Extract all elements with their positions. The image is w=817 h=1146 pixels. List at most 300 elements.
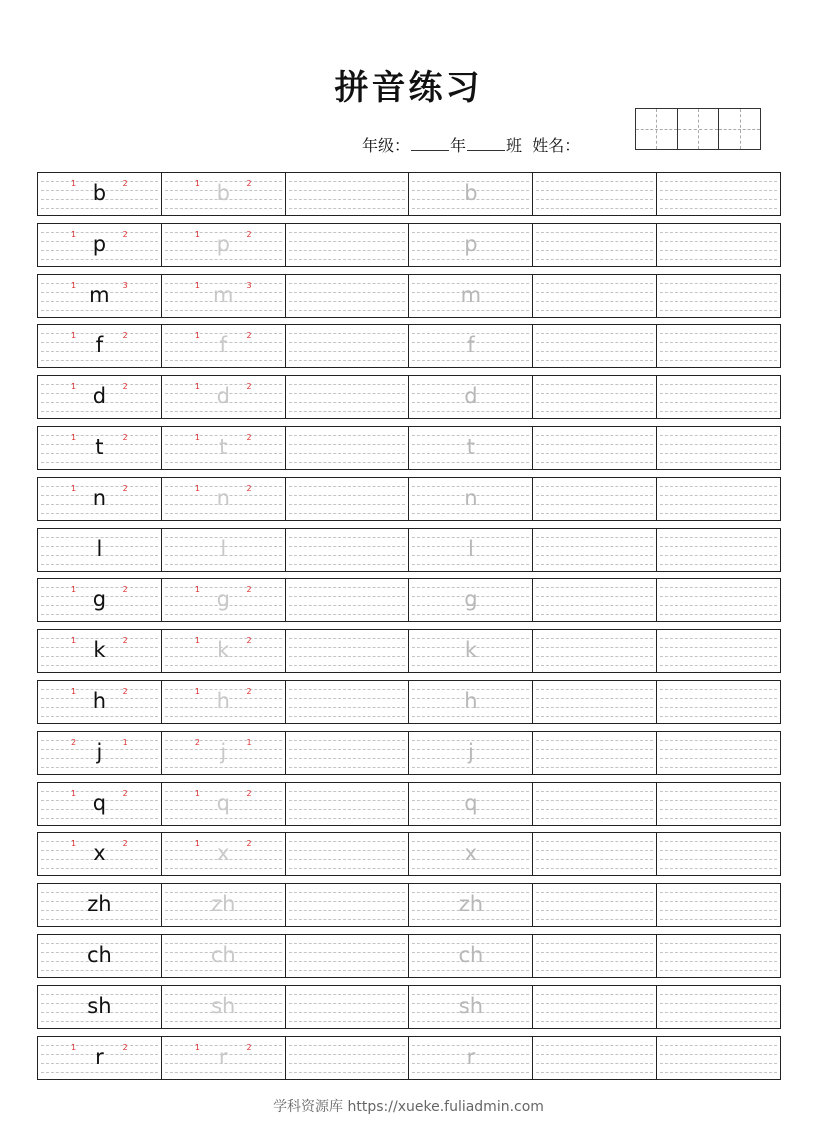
writing-cell[interactable]: [408, 325, 532, 367]
writing-cell[interactable]: [532, 986, 656, 1028]
stroke-order-hint: 1 2: [71, 686, 150, 696]
writing-cell[interactable]: [532, 275, 656, 317]
guide-line: [536, 1072, 653, 1073]
guide-line: [289, 342, 406, 343]
guide-line: [536, 800, 653, 801]
guide-line: [289, 232, 406, 233]
guide-line: [536, 444, 653, 445]
writing-cell[interactable]: [161, 173, 285, 215]
guide-line: [289, 259, 406, 260]
practice-grid: [37, 172, 781, 1086]
trace-letter: ch: [210, 942, 236, 967]
model-letter: m: [89, 282, 110, 307]
guide-line: [660, 707, 777, 708]
writing-cell[interactable]: [38, 935, 161, 977]
guide-line: [660, 333, 777, 334]
guide-line: [536, 342, 653, 343]
writing-cell[interactable]: [161, 275, 285, 317]
guide-line: [536, 232, 653, 233]
trace-letter: t: [466, 434, 476, 459]
guide-line: [536, 791, 653, 792]
writing-cell[interactable]: [408, 935, 532, 977]
guide-line: [412, 614, 529, 615]
writing-cell[interactable]: [161, 325, 285, 367]
writing-cell[interactable]: [656, 630, 780, 672]
model-letter: k: [93, 638, 106, 663]
guide-line: [660, 513, 777, 514]
guide-line: [660, 462, 777, 463]
page-title: 拼音练习: [334, 68, 483, 108]
guide-line: [536, 859, 653, 860]
guide-line: [660, 605, 777, 606]
writing-cell[interactable]: [656, 478, 780, 520]
writing-cell[interactable]: [161, 427, 285, 469]
writing-cell[interactable]: [161, 732, 285, 774]
writing-cell[interactable]: [285, 884, 409, 926]
guide-line: [660, 259, 777, 260]
guide-line: [536, 411, 653, 412]
writing-cell[interactable]: [38, 1037, 161, 1079]
writing-cell[interactable]: [38, 579, 161, 621]
guide-line: [41, 614, 158, 615]
model-letter: zh: [87, 892, 112, 917]
writing-cell[interactable]: [532, 681, 656, 723]
guide-line: [536, 402, 653, 403]
guide-line: [289, 698, 406, 699]
guide-line: [660, 1063, 777, 1064]
guide-line: [165, 564, 282, 565]
guide-line: [412, 1021, 529, 1022]
guide-line: [165, 1072, 282, 1073]
writing-cell[interactable]: [656, 884, 780, 926]
name-box[interactable]: [718, 109, 760, 149]
writing-cell[interactable]: [408, 478, 532, 520]
stroke-order-hint: 1 3: [71, 280, 150, 290]
writing-cell[interactable]: [38, 173, 161, 215]
guide-line: [289, 961, 406, 962]
writing-cell[interactable]: [656, 1037, 780, 1079]
trace-letter: k: [464, 638, 477, 663]
guide-line: [289, 190, 406, 191]
stroke-order-hint: 1 2: [194, 331, 274, 341]
writing-cell[interactable]: [408, 783, 532, 825]
writing-cell[interactable]: [38, 529, 161, 571]
writing-cell[interactable]: [38, 478, 161, 520]
guide-line: [289, 638, 406, 639]
guide-line: [536, 292, 653, 293]
model-letter: q: [92, 790, 107, 815]
writing-cell[interactable]: [408, 1037, 532, 1079]
model-letter: g: [92, 587, 107, 612]
writing-cell[interactable]: [161, 986, 285, 1028]
trace-letter: x: [217, 841, 230, 866]
guide-line: [660, 411, 777, 412]
guide-line: [41, 208, 158, 209]
writing-cell[interactable]: [285, 275, 409, 317]
stroke-order-hint: 1 2: [71, 179, 150, 188]
year-label: 年: [450, 136, 467, 155]
guide-line: [412, 767, 529, 768]
writing-cell[interactable]: [38, 275, 161, 317]
writing-cell[interactable]: [656, 783, 780, 825]
practice-row: [37, 324, 781, 368]
guide-line: [412, 360, 529, 361]
writing-cell[interactable]: [161, 376, 285, 418]
practice-row: [37, 477, 781, 521]
writing-cell[interactable]: [532, 630, 656, 672]
guide-line: [289, 250, 406, 251]
writing-cell[interactable]: [161, 935, 285, 977]
guide-line: [660, 698, 777, 699]
guide-line: [289, 901, 406, 902]
writing-cell[interactable]: [38, 224, 161, 266]
writing-cell[interactable]: [38, 376, 161, 418]
trace-letter: d: [464, 384, 478, 409]
guide-line: [536, 351, 653, 352]
stroke-order-hint: 1 2: [194, 686, 274, 696]
guide-line: [289, 596, 406, 597]
writing-cell[interactable]: [161, 529, 285, 571]
trace-letter: b: [464, 181, 478, 205]
guide-line: [412, 513, 529, 514]
class-blank[interactable]: [467, 136, 505, 151]
guide-line: [536, 333, 653, 334]
trace-letter: j: [220, 739, 227, 764]
guide-line: [536, 767, 653, 768]
writing-cell[interactable]: [285, 224, 409, 266]
writing-cell[interactable]: [285, 681, 409, 723]
stroke-order-hint: 1 2: [71, 788, 150, 798]
guide-line: [536, 1012, 653, 1013]
guide-line: [536, 190, 653, 191]
guide-line: [536, 952, 653, 953]
guide-line: [536, 555, 653, 556]
writing-cell[interactable]: [285, 325, 409, 367]
writing-cell[interactable]: [656, 376, 780, 418]
guide-line: [536, 943, 653, 944]
writing-cell[interactable]: [408, 579, 532, 621]
practice-row: [37, 172, 781, 216]
writing-cell[interactable]: [38, 884, 161, 926]
stroke-order-hint: 1 2: [71, 585, 150, 595]
writing-cell[interactable]: [161, 1037, 285, 1079]
writing-cell[interactable]: [656, 833, 780, 875]
guide-line: [289, 564, 406, 565]
guide-line: [536, 462, 653, 463]
guide-line: [289, 402, 406, 403]
name-writing-boxes[interactable]: [635, 108, 761, 150]
guide-line: [289, 360, 406, 361]
guide-line: [660, 546, 777, 547]
guide-line: [660, 402, 777, 403]
practice-row: [37, 1036, 781, 1080]
practice-row: [37, 375, 781, 419]
guide-line: [660, 818, 777, 819]
guide-line: [165, 1021, 282, 1022]
guide-line: [412, 310, 529, 311]
writing-cell[interactable]: [656, 173, 780, 215]
guide-line: [660, 910, 777, 911]
guide-line: [536, 994, 653, 995]
guide-line: [536, 393, 653, 394]
writing-cell[interactable]: [656, 427, 780, 469]
writing-cell[interactable]: [285, 630, 409, 672]
guide-line: [41, 716, 158, 717]
writing-cell[interactable]: [656, 935, 780, 977]
writing-cell[interactable]: [38, 986, 161, 1028]
writing-cell[interactable]: [408, 884, 532, 926]
model-letter: j: [96, 739, 103, 764]
guide-line: [536, 970, 653, 971]
grade-blank[interactable]: [411, 136, 449, 151]
guide-line: [289, 1012, 406, 1013]
writing-cell[interactable]: [285, 579, 409, 621]
guide-line: [41, 868, 158, 869]
writing-cell[interactable]: [656, 529, 780, 571]
writing-cell[interactable]: [408, 275, 532, 317]
writing-cell[interactable]: [161, 478, 285, 520]
guide-line: [41, 360, 158, 361]
trace-letter: f: [219, 333, 227, 358]
guide-line: [289, 1021, 406, 1022]
guide-line: [536, 384, 653, 385]
writing-cell[interactable]: [38, 325, 161, 367]
guide-line: [165, 462, 282, 463]
guide-line: [536, 647, 653, 648]
writing-cell[interactable]: [285, 935, 409, 977]
writing-cell[interactable]: [532, 783, 656, 825]
guide-line: [536, 841, 653, 842]
guide-line: [660, 1003, 777, 1004]
stroke-order-hint: 1 2: [71, 432, 150, 442]
writing-cell[interactable]: [38, 630, 161, 672]
trace-letter: r: [218, 1044, 228, 1069]
writing-cell[interactable]: [532, 376, 656, 418]
writing-cell[interactable]: [161, 681, 285, 723]
guide-line: [289, 333, 406, 334]
writing-cell[interactable]: [532, 224, 656, 266]
trace-letter: h: [464, 688, 478, 713]
trace-letter: g: [216, 587, 230, 612]
model-letter: ch: [86, 942, 112, 967]
practice-row: [37, 629, 781, 673]
trace-letter: l: [220, 536, 227, 561]
writing-cell[interactable]: [161, 224, 285, 266]
guide-line: [41, 919, 158, 920]
guide-line: [660, 393, 777, 394]
writing-cell[interactable]: [656, 224, 780, 266]
guide-line: [289, 351, 406, 352]
guide-line: [41, 818, 158, 819]
model-letter: h: [92, 688, 107, 713]
guide-line: [660, 740, 777, 741]
guide-line: [536, 537, 653, 538]
writing-cell[interactable]: [285, 833, 409, 875]
name-box[interactable]: [636, 109, 677, 149]
trace-letter: n: [464, 485, 478, 510]
writing-cell[interactable]: [161, 884, 285, 926]
writing-cell[interactable]: [38, 427, 161, 469]
writing-cell[interactable]: [532, 1037, 656, 1079]
writing-cell[interactable]: [532, 579, 656, 621]
writing-cell[interactable]: [408, 376, 532, 418]
writing-cell[interactable]: [408, 833, 532, 875]
guide-line: [536, 208, 653, 209]
writing-cell[interactable]: [532, 478, 656, 520]
stroke-order-hint: 1 2: [194, 788, 274, 798]
writing-cell[interactable]: [656, 732, 780, 774]
writing-cell[interactable]: [285, 478, 409, 520]
writing-cell[interactable]: [285, 529, 409, 571]
writing-cell[interactable]: [408, 732, 532, 774]
writing-cell[interactable]: [285, 986, 409, 1028]
name-box[interactable]: [677, 109, 719, 149]
guide-line: [660, 800, 777, 801]
guide-line: [536, 605, 653, 606]
writing-cell[interactable]: [532, 833, 656, 875]
guide-line: [536, 199, 653, 200]
footer-source: 学科资源库 https://xueke.fuliadmin.com: [273, 1099, 544, 1115]
guide-line: [660, 647, 777, 648]
guide-line: [536, 283, 653, 284]
student-info-line: [362, 133, 580, 156]
trace-letter: m: [460, 282, 482, 307]
writing-cell[interactable]: [285, 732, 409, 774]
guide-line: [660, 868, 777, 869]
writing-cell[interactable]: [408, 224, 532, 266]
guide-line: [660, 901, 777, 902]
writing-cell[interactable]: [285, 173, 409, 215]
writing-cell[interactable]: [38, 732, 161, 774]
guide-line: [660, 689, 777, 690]
guide-line: [660, 250, 777, 251]
writing-cell[interactable]: [532, 935, 656, 977]
guide-line: [660, 1021, 777, 1022]
guide-line: [165, 614, 282, 615]
writing-cell[interactable]: [161, 630, 285, 672]
guide-line: [289, 859, 406, 860]
writing-cell[interactable]: [38, 783, 161, 825]
guide-line: [412, 818, 529, 819]
guide-line: [660, 537, 777, 538]
writing-cell[interactable]: [656, 275, 780, 317]
guide-line: [289, 453, 406, 454]
guide-line: [41, 462, 158, 463]
trace-letter: m: [213, 282, 234, 307]
writing-cell[interactable]: [532, 173, 656, 215]
writing-cell[interactable]: [161, 833, 285, 875]
writing-cell[interactable]: [532, 884, 656, 926]
writing-cell[interactable]: [38, 833, 161, 875]
guide-line: [536, 656, 653, 657]
guide-line: [660, 435, 777, 436]
writing-cell[interactable]: [285, 783, 409, 825]
guide-line: [289, 241, 406, 242]
writing-cell[interactable]: [656, 325, 780, 367]
guide-line: [660, 310, 777, 311]
stroke-order-hint: 1 2: [194, 1042, 274, 1052]
guide-line: [289, 800, 406, 801]
writing-cell[interactable]: [408, 427, 532, 469]
guide-line: [536, 513, 653, 514]
guide-line: [412, 970, 529, 971]
writing-cell[interactable]: [285, 376, 409, 418]
writing-cell[interactable]: [285, 427, 409, 469]
guide-line: [660, 919, 777, 920]
guide-line: [289, 1072, 406, 1073]
practice-row: [37, 985, 781, 1029]
guide-line: [536, 749, 653, 750]
writing-cell[interactable]: [161, 579, 285, 621]
writing-cell[interactable]: [285, 1037, 409, 1079]
guide-line: [660, 564, 777, 565]
practice-row: [37, 223, 781, 267]
guide-line: [289, 868, 406, 869]
writing-cell[interactable]: [532, 732, 656, 774]
practice-row: [37, 934, 781, 978]
guide-line: [289, 310, 406, 311]
writing-cell[interactable]: [408, 681, 532, 723]
stroke-order-hint: 1 2: [71, 483, 150, 493]
trace-letter: g: [464, 587, 478, 612]
practice-row: [37, 832, 781, 876]
guide-line: [660, 970, 777, 971]
writing-cell[interactable]: [656, 681, 780, 723]
guide-line: [41, 564, 158, 565]
guide-line: [536, 1045, 653, 1046]
writing-cell[interactable]: [161, 783, 285, 825]
guide-line: [660, 638, 777, 639]
guide-line: [536, 910, 653, 911]
writing-cell[interactable]: [408, 173, 532, 215]
guide-line: [536, 758, 653, 759]
guide-line: [412, 665, 529, 666]
writing-cell[interactable]: [408, 529, 532, 571]
guide-line: [536, 809, 653, 810]
guide-line: [412, 716, 529, 717]
guide-line: [165, 360, 282, 361]
guide-line: [660, 181, 777, 182]
writing-cell[interactable]: [532, 427, 656, 469]
guide-line: [536, 564, 653, 565]
guide-line: [660, 342, 777, 343]
writing-cell[interactable]: [532, 325, 656, 367]
guide-line: [536, 504, 653, 505]
guide-line: [536, 818, 653, 819]
guide-line: [289, 283, 406, 284]
writing-cell[interactable]: [532, 529, 656, 571]
guide-line: [41, 767, 158, 768]
guide-line: [660, 444, 777, 445]
guide-line: [289, 546, 406, 547]
guide-line: [660, 961, 777, 962]
guide-line: [660, 504, 777, 505]
guide-line: [660, 1045, 777, 1046]
guide-line: [165, 716, 282, 717]
guide-line: [165, 513, 282, 514]
guide-line: [536, 707, 653, 708]
guide-line: [536, 689, 653, 690]
writing-cell[interactable]: [656, 579, 780, 621]
writing-cell[interactable]: [38, 681, 161, 723]
writing-cell[interactable]: [408, 630, 532, 672]
guide-line: [289, 435, 406, 436]
guide-line: [660, 232, 777, 233]
writing-cell[interactable]: [656, 986, 780, 1028]
practice-row: [37, 680, 781, 724]
writing-cell[interactable]: [408, 986, 532, 1028]
guide-line: [289, 1003, 406, 1004]
